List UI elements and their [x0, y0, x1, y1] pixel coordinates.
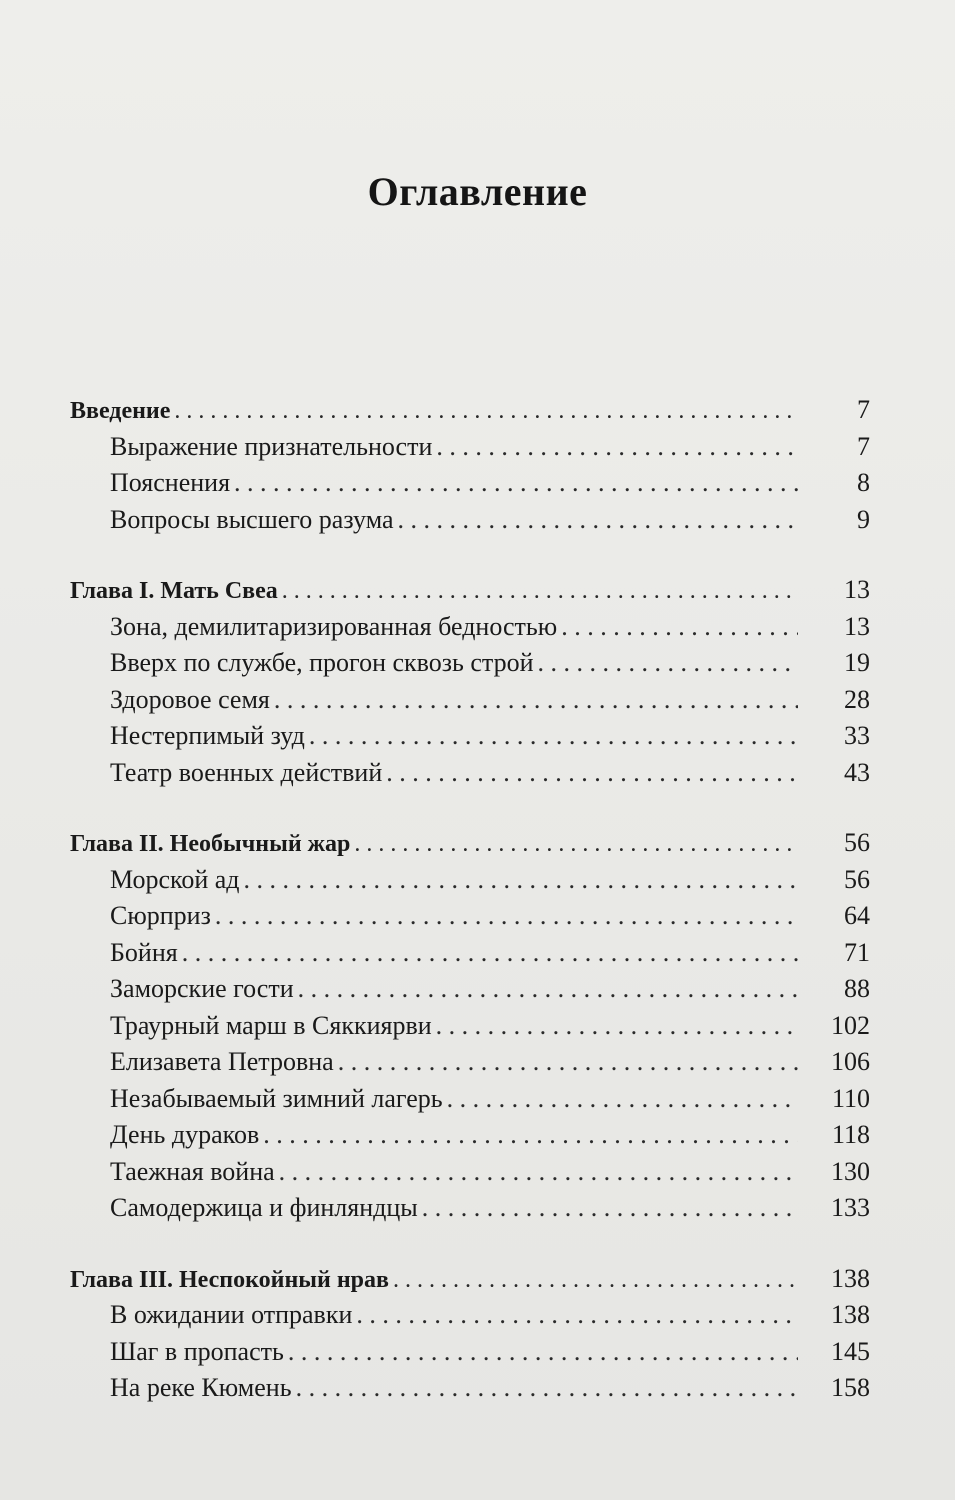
toc-entry — [70, 1154, 870, 1191]
toc-page-number: 7 — [857, 431, 870, 461]
toc-entry — [70, 1190, 870, 1227]
toc-entry-label: Елизавета Петровна — [110, 1047, 334, 1076]
dot-leader — [436, 1008, 798, 1045]
dot-leader — [356, 1297, 798, 1334]
dot-leader — [274, 682, 798, 719]
toc-page-number: 106 — [831, 1047, 870, 1076]
toc-entry — [70, 502, 870, 539]
toc-entry-label: В ожидании отправки — [110, 1300, 353, 1329]
toc-page-number: 130 — [831, 1156, 870, 1186]
toc-page-number: 28 — [844, 684, 870, 714]
toc-entry-label: Нестерпимый зуд — [110, 721, 305, 750]
toc-entry-label: Выражение признательности — [110, 431, 433, 461]
toc-entry-label: Введение — [70, 398, 171, 424]
dot-leader — [386, 755, 798, 792]
toc-page-number: 110 — [831, 1083, 870, 1113]
dot-leader — [422, 1190, 798, 1227]
toc-entry-label: Здоровое семя — [110, 684, 270, 714]
toc-entry-label: Вверх по службе, прогон сквозь строй — [110, 648, 534, 677]
toc-entry-label: Сюрприз — [110, 901, 211, 930]
toc-entry — [70, 935, 870, 972]
toc-page-number: 33 — [844, 721, 870, 750]
toc-entry-label: Зона, демилитаризированная бедностью — [110, 611, 558, 641]
toc-entry-label: Театр военных действий — [110, 757, 383, 787]
toc-page-number: 56 — [844, 828, 870, 857]
toc-entry-label: Глава III. Неспокойный нрав — [70, 1266, 389, 1293]
dot-leader — [296, 1370, 798, 1407]
toc-page-number: 13 — [844, 611, 870, 641]
toc-page-number: 88 — [844, 974, 870, 1003]
table-of-contents — [70, 392, 870, 1441]
dot-leader — [393, 1262, 798, 1299]
toc-page-number: 13 — [844, 575, 870, 604]
toc-entry-label: Глава I. Мать Свеа — [70, 578, 278, 604]
toc-entry — [70, 1081, 870, 1118]
dot-leader — [174, 393, 798, 430]
toc-entry — [70, 971, 870, 1008]
toc-entry-label: Пояснения — [110, 468, 231, 497]
toc-entry — [70, 429, 870, 466]
dot-leader — [309, 718, 798, 755]
dot-leader — [538, 645, 798, 682]
toc-entry — [70, 1044, 870, 1081]
toc-entry-label: Траурный марш в Сяккиярви — [110, 1010, 432, 1040]
toc-page-number: 118 — [831, 1120, 870, 1149]
toc-entry — [70, 718, 870, 755]
toc-entry-label: Самодержица и финляндцы — [110, 1193, 418, 1222]
toc-chapter-heading — [70, 572, 870, 609]
dot-leader — [398, 502, 798, 539]
toc-chapter — [70, 825, 870, 1227]
toc-entry-label: Глава II. Необычный жар — [70, 831, 351, 857]
toc-entry-label: На реке Кюмень — [110, 1373, 292, 1402]
toc-entry-label: Заморские гости — [110, 974, 294, 1003]
dot-leader — [447, 1081, 798, 1118]
toc-entry — [70, 898, 870, 935]
toc-entry-label: Шаг в пропасть — [110, 1336, 284, 1366]
toc-entry-label: Морской ад — [110, 864, 240, 894]
toc-entry — [70, 609, 870, 646]
toc-page-number: 145 — [831, 1336, 870, 1366]
toc-chapter — [70, 572, 870, 791]
toc-page-number: 7 — [857, 395, 870, 424]
toc-entry-label: Бойня — [110, 937, 178, 967]
toc-entry-label: Вопросы высшего разума — [110, 504, 394, 534]
dot-leader — [354, 826, 798, 863]
toc-page-number: 43 — [844, 757, 870, 787]
toc-page-number: 56 — [844, 864, 870, 894]
dot-leader — [436, 429, 798, 466]
dot-leader — [263, 1117, 798, 1154]
toc-entry — [70, 1117, 870, 1154]
toc-page-number: 8 — [857, 468, 870, 497]
dot-leader — [215, 898, 798, 935]
toc-entry — [70, 755, 870, 792]
toc-entry-label: Таежная война — [110, 1156, 275, 1186]
toc-page-number: 138 — [831, 1263, 870, 1293]
toc-entry — [70, 1008, 870, 1045]
toc-chapter-heading — [70, 825, 870, 862]
toc-page-number: 158 — [831, 1373, 870, 1402]
dot-leader — [182, 935, 798, 972]
page-title: Оглавление — [367, 169, 588, 214]
toc-entry — [70, 1370, 870, 1407]
dot-leader — [244, 862, 798, 899]
dot-leader — [288, 1334, 798, 1371]
dot-leader — [338, 1044, 798, 1081]
toc-entry-label: Незабываемый зимний лагерь — [110, 1083, 443, 1113]
dot-leader — [234, 465, 798, 502]
toc-chapter — [70, 392, 870, 538]
dot-leader — [298, 971, 798, 1008]
toc-page-number: 19 — [844, 648, 870, 677]
toc-page-number: 9 — [857, 504, 870, 534]
toc-page-number: 102 — [831, 1010, 870, 1040]
toc-page-number: 133 — [831, 1193, 870, 1222]
dot-leader — [282, 573, 798, 610]
toc-entry — [70, 1334, 870, 1371]
dot-leader — [561, 609, 798, 646]
toc-page-number: 71 — [844, 937, 870, 967]
toc-entry — [70, 645, 870, 682]
dot-leader — [279, 1154, 798, 1191]
toc-entry — [70, 682, 870, 719]
toc-entry-label: День дураков — [110, 1120, 260, 1149]
toc-page-number: 138 — [831, 1300, 870, 1329]
toc-chapter-heading — [70, 1261, 870, 1298]
toc-chapter — [70, 1261, 870, 1407]
toc-entry — [70, 465, 870, 502]
toc-page-number: 64 — [844, 901, 870, 930]
toc-entry — [70, 1297, 870, 1334]
toc-chapter-heading — [70, 392, 870, 429]
toc-entry — [70, 862, 870, 899]
